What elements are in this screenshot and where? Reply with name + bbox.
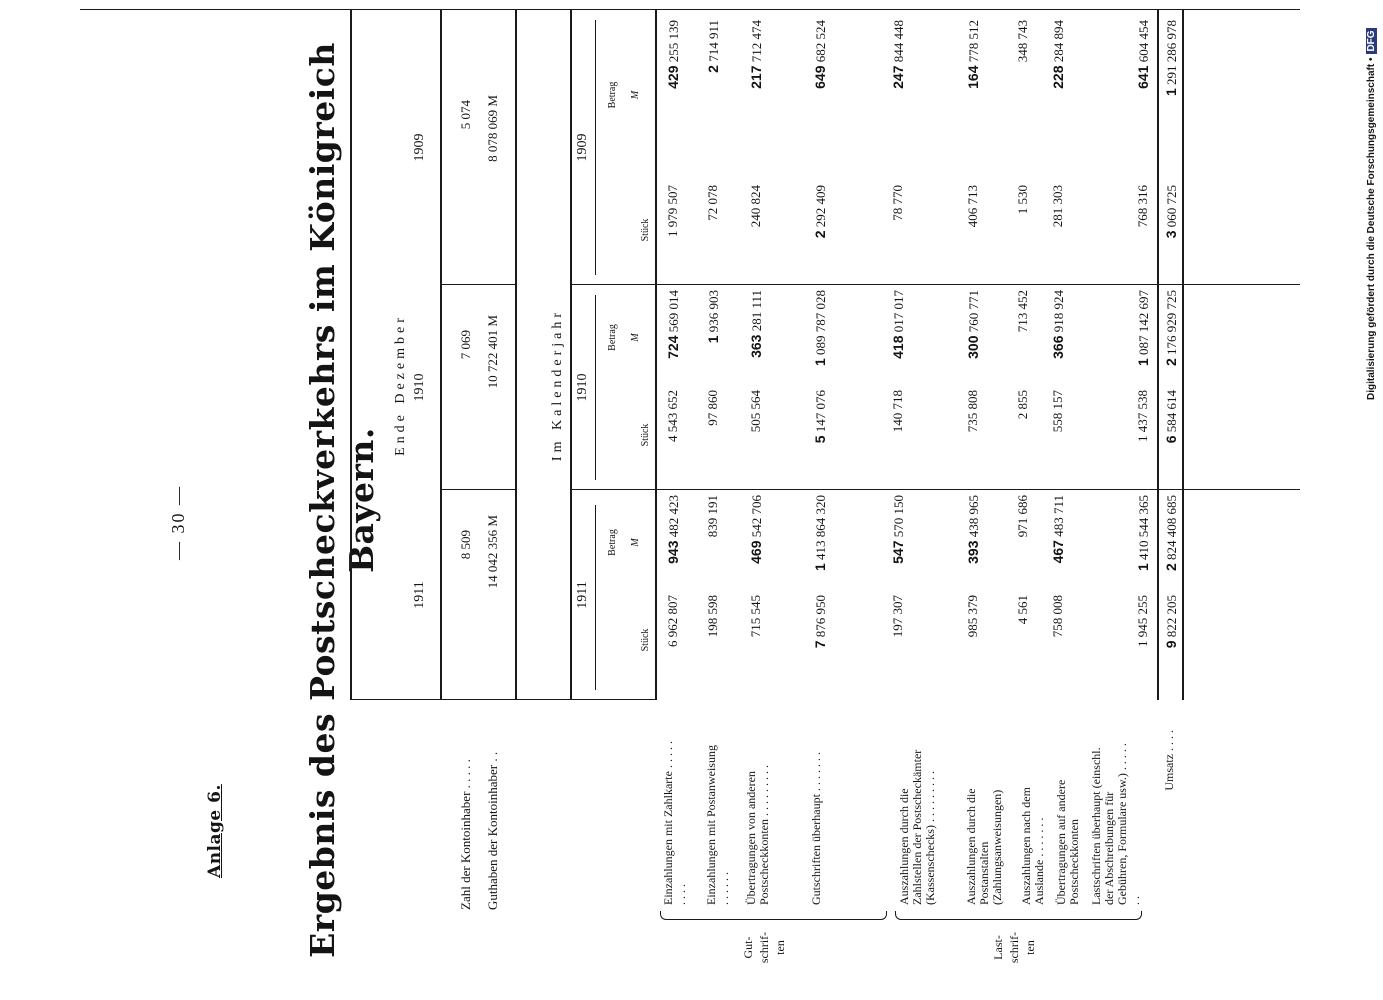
rule-top-sep2 [440,284,515,285]
gut-row-4-col-2: 1 413 864 320 [812,495,828,572]
last-row-2-col-3: 735 808 [965,390,980,433]
last-row-1-col-6: 247 844 448 [890,20,906,89]
gut-row-4-col-1: 7 876 950 [812,595,828,649]
year-top-1910: 1910 [412,373,427,402]
gut-row-2-col-1: 198 598 [705,595,720,638]
dfg-footer-text: Digitalisierung gefördert durch die Deutsche Forschungsgemeinschaft • [1366,57,1377,400]
last-row-1-col-2: 547 570 150 [890,495,906,564]
row-label-last-5: Lastschriften überhaupt (einschl. der Abschreibungen für Gebühren, Formulare usw.) . . . . . . . [1089,743,1142,905]
zahl-1910: 7 069 [458,330,473,360]
guthaben-1909: 8 078 069 M [485,95,500,162]
col-unit-1911: M [630,538,641,547]
last-row-4-col-5: 281 303 [1050,185,1065,228]
last-row-5-col-4: 1 087 142 697 [1135,290,1151,367]
section-calendar-year: Im Kalenderjahr [550,308,565,462]
umsatz-row-col-5: 3 060 725 [1163,185,1179,239]
gut-row-4-col-5: 2 292 409 [812,185,828,239]
last-row-3-col-4: 713 452 [1015,290,1030,333]
gut-row-1-col-2: 943 482 423 [665,495,681,564]
gut-row-2-col-5: 72 078 [705,185,720,221]
zahl-1911: 8 509 [458,530,473,560]
dfg-logo: DFG [1366,30,1377,52]
row-label-last-2: Auszahlungen durch die Postanstalten (Zahlungsanweisungen) [964,788,1004,905]
rule-right [80,9,1300,10]
rule-left [350,699,655,700]
rule-top [350,10,352,700]
row-label-umsatz: Umsatz . . . . [1162,730,1176,791]
gut-row-3-col-1: 715 545 [748,595,763,638]
gut-row-4-col-3: 5 147 076 [812,390,828,444]
last-row-4-col-2: 467 483 711 [1050,495,1066,564]
dfg-footer [1366,28,1377,400]
col-betrag-1910: Betrag [607,324,618,351]
gut-row-3-col-6: 217 712 474 [748,20,764,89]
last-row-1-col-5: 78 770 [890,185,905,221]
gut-row-3-col-2: 469 542 706 [748,495,764,564]
row-label-gut-1: Einzahlungen mit Zahlkarte . . . . . . . . . [661,741,688,905]
last-row-4-col-1: 758 008 [1050,595,1065,638]
last-row-4-col-4: 366 918 924 [1050,290,1066,359]
zahl-1909: 5 074 [458,100,473,130]
last-row-2-col-4: 300 760 771 [965,290,981,359]
last-row-3-col-1: 4 561 [1015,595,1030,625]
gut-row-3-col-4: 363 281 111 [748,290,764,358]
row-label-gut-2: Einzahlungen mit Postanweisung . . . . . . [704,745,731,905]
gut-row-2-col-4: 1 936 903 [705,290,721,344]
umsatz-row-col-6: 1 291 286 978 [1163,20,1179,97]
col-stueck-1910: Stück [640,423,651,447]
umsatz-row-col-4: 2 176 929 725 [1163,290,1179,367]
last-row-3-col-6: 348 743 [1015,20,1030,63]
gut-row-3-col-5: 240 824 [748,185,763,228]
group-lastschriften: Last-schrif-ten [991,931,1037,964]
row-label-last-4: Übertragungen auf andere Postscheckkonten [1054,779,1081,905]
last-row-5-col-6: 641 604 454 [1135,20,1151,89]
year-cal-1911: 1911 [575,581,590,609]
brace-lastschriften [895,911,1142,920]
last-row-2-col-5: 406 713 [965,185,980,228]
gut-row-4-col-4: 1 089 787 028 [812,290,828,367]
rule-top-year [440,10,442,700]
umsatz-row-col-2: 2 824 408 685 [1163,495,1179,572]
last-row-2-col-1: 985 379 [965,595,980,638]
rule-cal-year [570,10,572,700]
section-end-december: Ende Dezember [393,314,408,456]
year-top-1909: 1909 [412,133,427,162]
group-gutschriften: Gut-schrif-ten [741,931,787,964]
last-row-5-col-5: 768 316 [1135,185,1150,228]
guthaben-1910: 10 722 401 M [485,315,500,389]
last-row-2-col-6: 164 778 512 [965,20,981,89]
last-row-5-col-3: 1 437 538 [1135,390,1150,442]
gut-row-2-col-6: 2 714 911 [705,20,721,73]
rule-umsatz-top [1157,10,1159,700]
page-title: Ergebnis des Postscheckverkehrs im Königreich Bayern. [303,42,381,958]
gut-row-2-col-3: 97 860 [705,390,720,426]
umsatz-row-col-3: 6 584 614 [1163,390,1179,444]
row-label-gut-4: Gutschriften überhaupt . . . . . . . [809,752,823,905]
gut-row-4-col-6: 649 682 524 [812,20,828,89]
last-row-3-col-3: 2 855 [1015,390,1030,420]
last-row-4-col-3: 558 157 [1050,390,1065,433]
brace-gutschriften [660,911,887,920]
page-number: — 30 — [168,485,188,560]
col-stueck-1911: Stück [640,628,651,652]
rule-cal-sub1 [595,505,596,690]
rule-top-bottom [515,10,517,700]
rule-umsatz-bottom [1182,10,1184,700]
gut-row-1-col-3: 4 543 652 [665,390,680,442]
rule-top-sep1 [440,489,515,490]
rule-cal-sub3 [595,20,596,275]
row-label-last-3: Auszahlungen nach dem Auslande . . . . . . . [1019,787,1046,905]
last-row-5-col-1: 1 945 255 [1135,595,1150,647]
col-unit-1910: M [630,333,641,342]
gut-row-1-col-1: 6 962 807 [665,595,680,647]
last-row-5-col-2: 1 410 544 365 [1135,495,1151,572]
gut-row-1-col-4: 724 569 014 [665,290,681,359]
year-top-1911: 1911 [412,581,427,609]
col-unit-1909: M [630,90,641,100]
rule-cal-sub2 [595,295,596,480]
row-label-last-1: Auszahlungen durch die Zahlstellen der Postscheckämter (Kassenschecks) . . . . . . . . . [897,749,937,905]
row-label-gut-3: Übertragungen von anderen Postscheckkonten . . . . . . . . . [744,765,771,905]
year-cal-1910: 1910 [575,373,590,402]
col-betrag-1909: Betrag [607,81,618,109]
rule-cal-sep1 [570,489,1300,490]
last-row-1-col-3: 140 718 [890,390,905,433]
annex-label: Anlage 6. [205,784,225,878]
last-row-1-col-1: 197 307 [890,595,905,638]
rule-cal-sep2 [570,284,1300,285]
gut-row-1-col-5: 1 979 507 [665,185,680,237]
row-label-zahl: Zahl der Kontoinhaber . . . . . [458,759,473,910]
col-betrag-1911: Betrag [607,529,618,556]
last-row-2-col-2: 393 438 965 [965,495,981,564]
gut-row-3-col-3: 505 564 [748,390,763,433]
gut-row-2-col-2: 839 191 [705,495,720,538]
year-cal-1909: 1909 [575,133,590,162]
gut-row-1-col-6: 429 255 139 [665,20,681,89]
umsatz-row-col-1: 9 822 205 [1163,595,1179,649]
last-row-3-col-5: 1 530 [1015,185,1030,215]
rule-cal-header-bottom [655,10,657,700]
row-label-guthaben: Guthaben der Kontoinhaber . . [485,751,500,910]
guthaben-1911: 14 042 356 M [485,515,500,589]
last-row-4-col-6: 228 284 894 [1050,20,1066,89]
last-row-1-col-4: 418 017 017 [890,290,906,359]
last-row-3-col-2: 971 686 [1015,495,1030,538]
col-stueck-1909: Stück [640,218,651,242]
